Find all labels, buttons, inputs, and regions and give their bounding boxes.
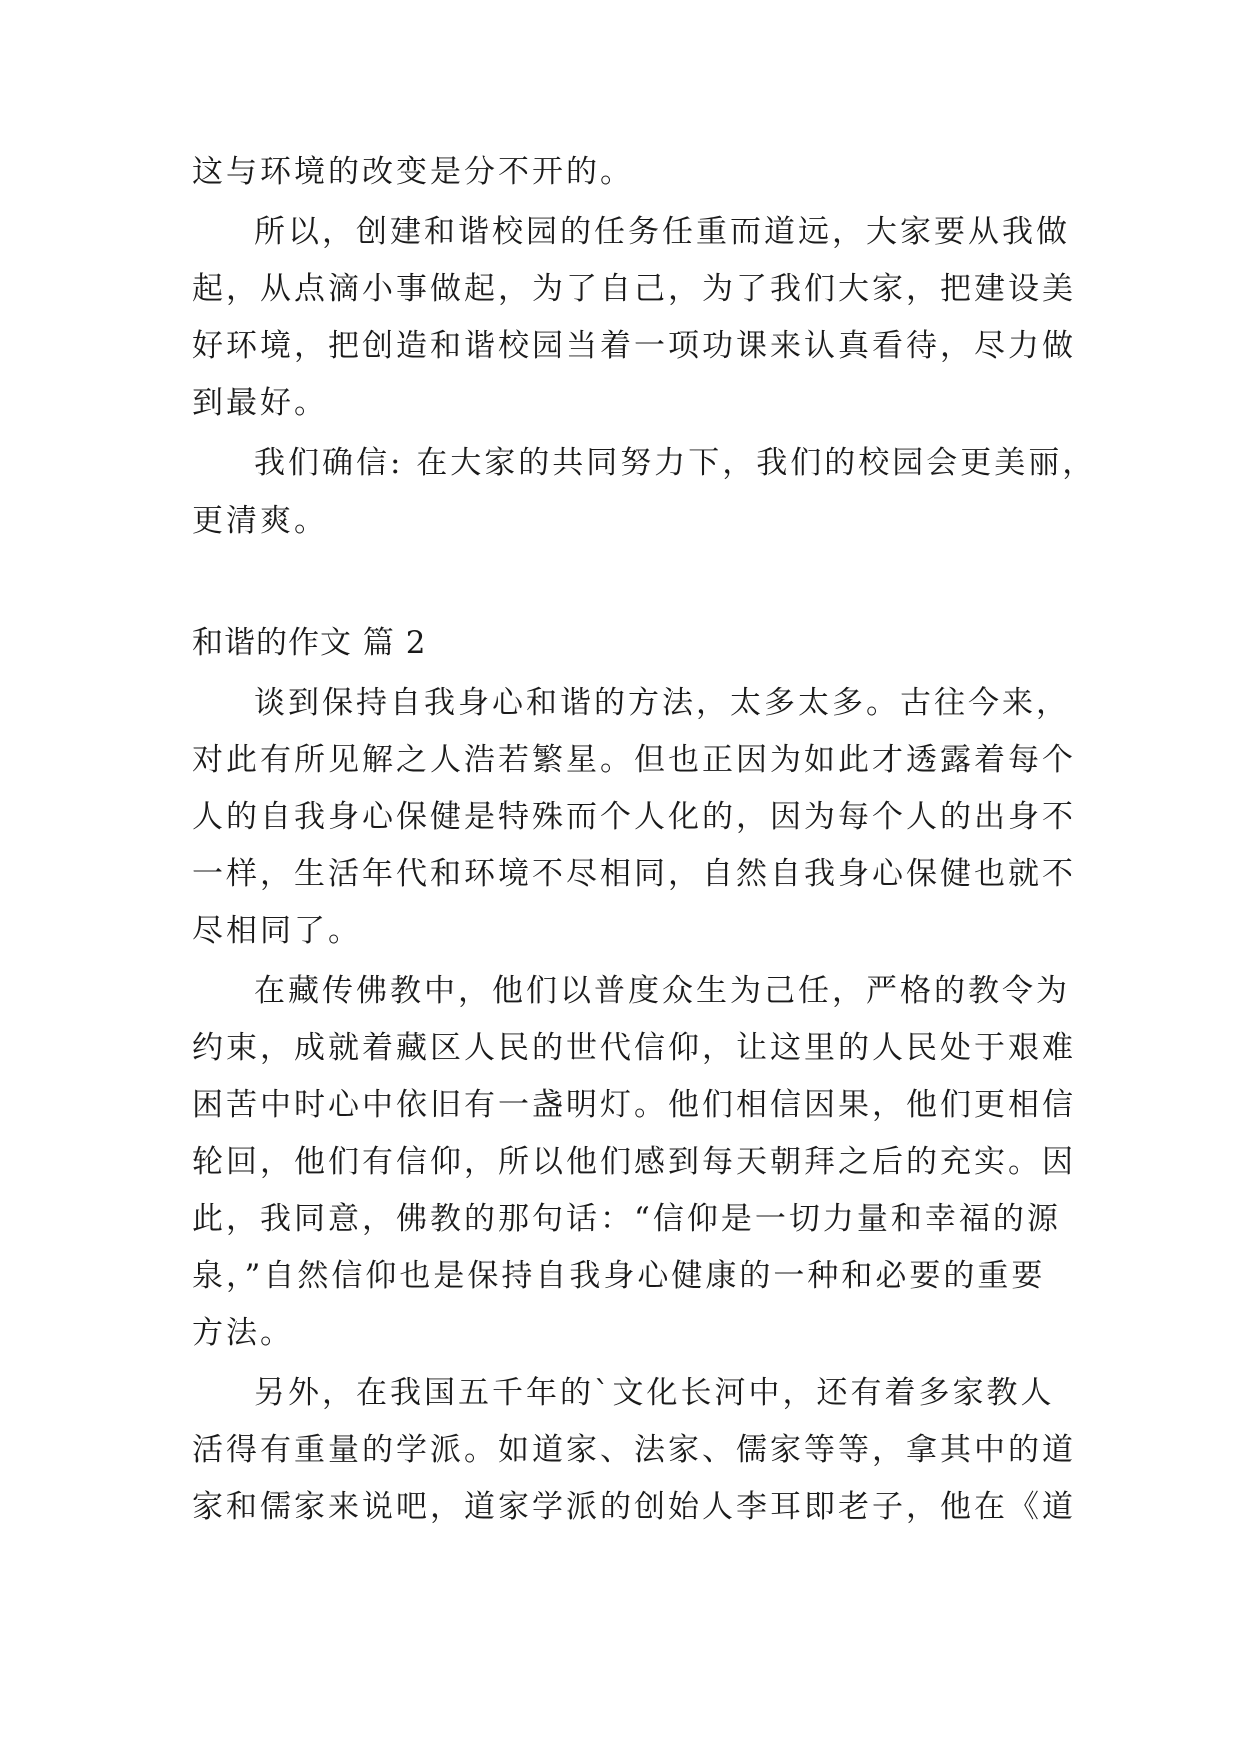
text-line: 更清爽。 bbox=[192, 503, 328, 539]
text-line: 方法。 bbox=[192, 1315, 294, 1351]
text-line: 人的自我身心保健是特殊而个人化的，因为每个人的出身不 bbox=[192, 799, 1076, 835]
text-line: 约束，成就着藏区人民的世代信仰，让这里的人民处于艰难 bbox=[192, 1030, 1076, 1066]
text-line: 家和儒家来说吧，道家学派的创始人李耳即老子，他在《道 bbox=[192, 1489, 1076, 1525]
paragraph-first-line: 我们确信: 在大家的共同努力下，我们的校园会更美丽， bbox=[254, 445, 1097, 481]
text-line: 泉，”自然信仰也是保持自我身心健康的一种和必要的重要 bbox=[192, 1258, 1046, 1294]
text-line: 活得有重量的学派。如道家、法家、儒家等等，拿其中的道 bbox=[192, 1432, 1076, 1468]
text-line: 尽相同了。 bbox=[192, 913, 362, 949]
text-line: 一样，生活年代和环境不尽相同，自然自我身心保健也就不 bbox=[192, 856, 1076, 892]
paragraph-first-line: 在藏传佛教中，他们以普度众生为己任，严格的教令为 bbox=[254, 973, 1070, 1009]
text-line: 对此有所见解之人浩若繁星。但也正因为如此才透露着每个 bbox=[192, 742, 1076, 778]
paragraph-first-line: 谈到保持自我身心和谐的方法，太多太多。古往今来， bbox=[254, 685, 1070, 721]
section-heading: 和谐的作文 篇 2 bbox=[192, 625, 427, 661]
paragraph-first-line: 所以，创建和谐校园的任务任重而道远，大家要从我做 bbox=[254, 214, 1070, 250]
text-line: 好环境，把创造和谐校园当着一项功课来认真看待，尽力做 bbox=[192, 328, 1076, 364]
text-line: 困苦中时心中依旧有一盏明灯。他们相信因果，他们更相信 bbox=[192, 1087, 1076, 1123]
text-line: 起，从点滴小事做起，为了自己，为了我们大家，把建设美 bbox=[192, 271, 1076, 307]
text-line: 轮回，他们有信仰，所以他们感到每天朝拜之后的充实。因 bbox=[192, 1144, 1076, 1180]
text-line: 到最好。 bbox=[192, 385, 328, 421]
text-line: 这与环境的改变是分不开的。 bbox=[192, 154, 634, 190]
text-line: 此，我同意，佛教的那句话：“信仰是一切力量和幸福的源 bbox=[192, 1201, 1061, 1237]
paragraph-first-line: 另外，在我国五千年的`文化长河中，还有着多家教人 bbox=[254, 1375, 1055, 1411]
